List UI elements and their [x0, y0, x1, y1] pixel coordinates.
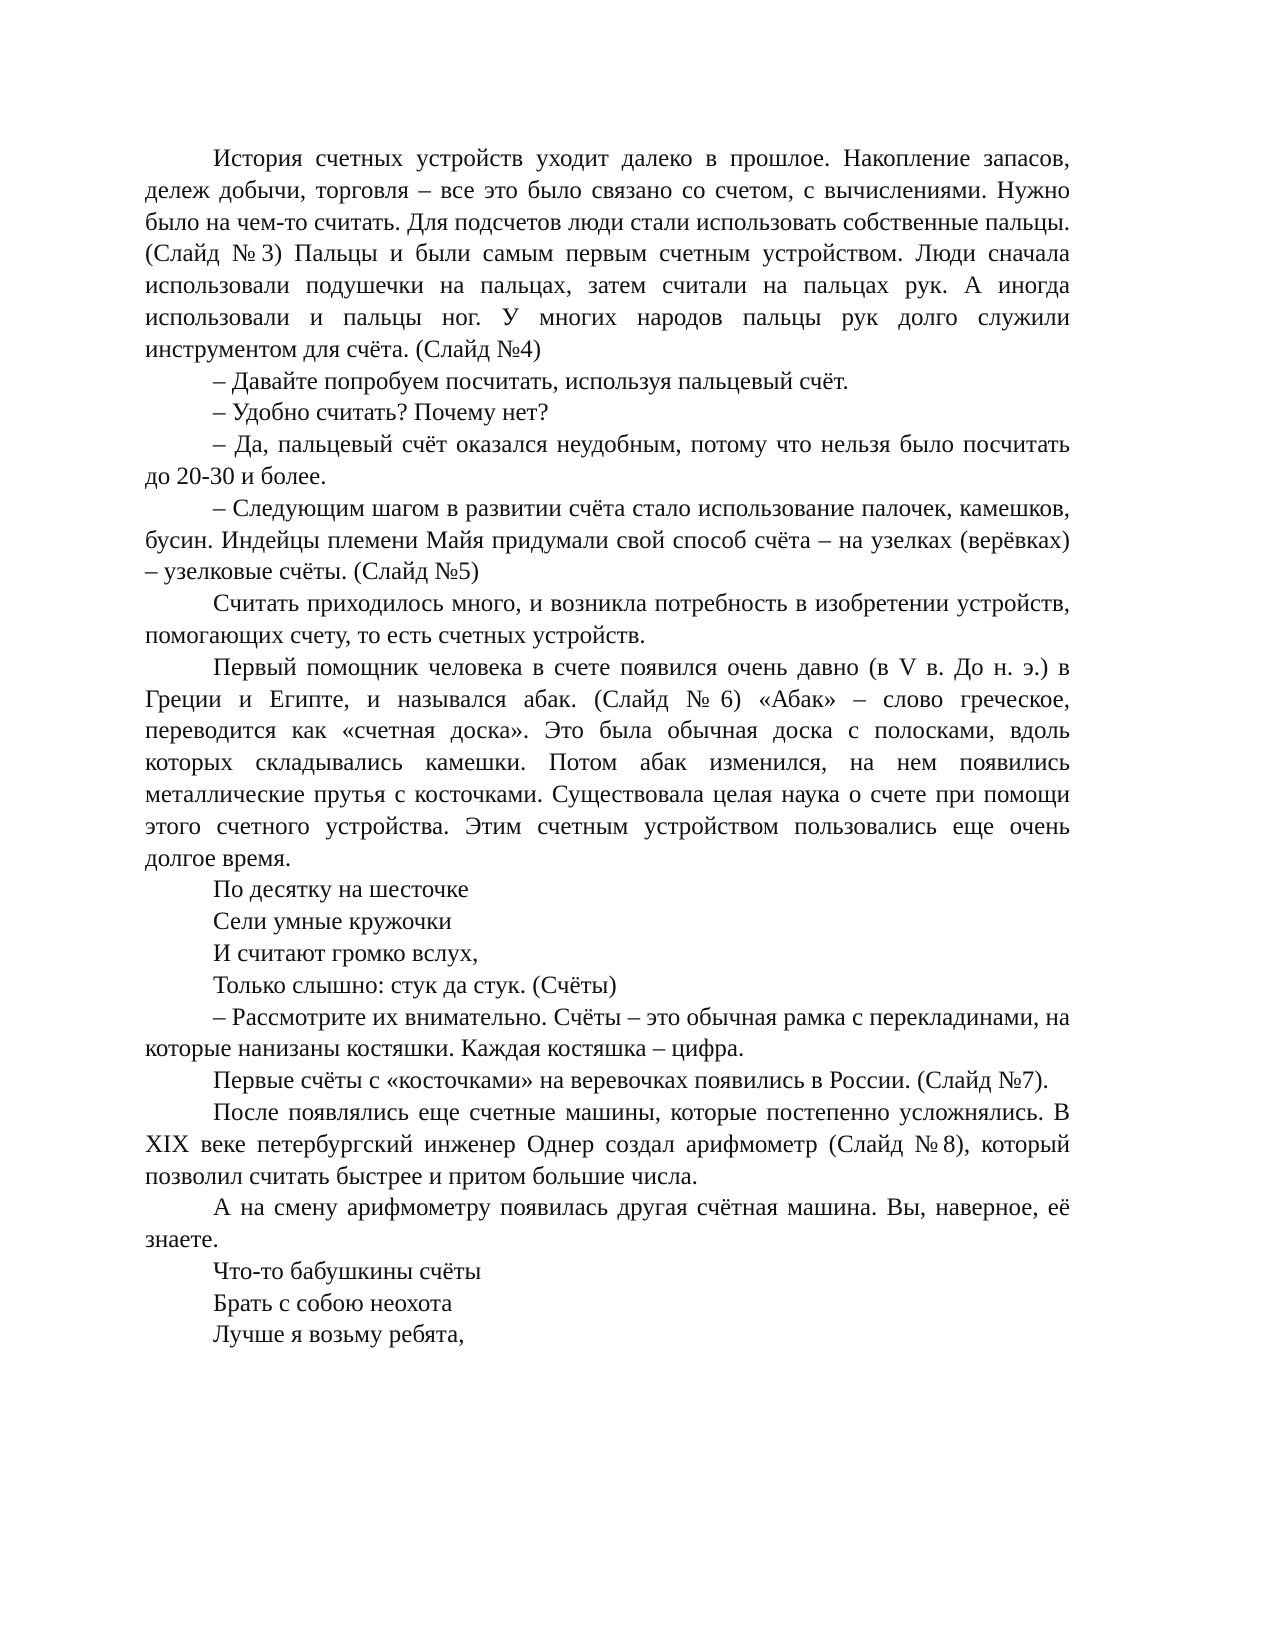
- paragraph-need-devices: Считать приходилось много, и возникла потребность в изобретении устройств, помогающих счету, то есть счетных устройств.: [145, 590, 1070, 649]
- paragraph-arithmometer: После появлялись еще счетные машины, которые постепенно усложнялись. В XIX веке петербургский инженер Однер создал арифмометр (Слайд №8), который позволил считать быстрее и притом большие числа.: [145, 1098, 1070, 1190]
- verse-line: Лучше я возьму ребята,: [213, 1321, 465, 1349]
- paragraph-schety-russia: Первые счёты с «косточками» на веревочках появились в России. (Слайд №7).: [213, 1067, 1049, 1095]
- verse-line: И считают громко вслух,: [213, 939, 479, 967]
- paragraph-next-step: – Следующим шагом в развитии счёта стало использование палочек, камешков, бусин. Индейцы племени Майя придумали свой способ счёта – на узелках (верёвках) – узелковые счёты. (Слайд №5): [145, 494, 1070, 586]
- verse-line: По десятку на шесточке: [213, 876, 469, 904]
- paragraph-new-machine: А на смену арифмометру появилась другая счётная машина. Вы, наверное, её знаете.: [145, 1194, 1070, 1254]
- verse-line: Что-то бабушкины счёты: [213, 1257, 482, 1285]
- verse-line: Только слышно: стук да стук. (Счёты): [213, 971, 617, 999]
- paragraph-history-intro: История счетных устройств уходит далеко в прошлое. Накопление запасов, дележ добычи, торговля – все это было связано со счетом, с вычислениями. Нужно было на чем-то считать. Для подсчетов люди стали использовать собственные пальцы. (Слайд №3) Пальцы и были самым первым счетным устройством. Люди сначала использовали подушечки на пальцах, затем считали на пальцах рук. А иногда использовали и пальцы ног. У многих народов пальцы рук долго служили инструментом для счёта. (Слайд №4): [145, 145, 1070, 363]
- paragraph-dialog-try-counting: – Давайте попробуем посчитать, используя пальцевый счёт.: [213, 367, 849, 395]
- verse-line: Брать с собою неохота: [213, 1289, 453, 1317]
- verse-line: Сели умные кружочки: [213, 908, 452, 936]
- paragraph-schety-description: – Рассмотрите их внимательно. Счёты – это обычная рамка с перекладинами, на которые нанизаны костяшки. Каждая костяшка – цифра.: [145, 1003, 1070, 1063]
- document-page: [145, 143, 1070, 1351]
- paragraph-dialog-question: – Удобно считать? Почему нет?: [213, 399, 549, 427]
- paragraph-abacus: Первый помощник человека в счете появился очень давно (в V в. До н. э.) в Греции и Египте, и назывался абак. (Слайд №6) «Абак» – слово греческое, переводится как «счетная доска». Это была обычная доска с полосками, вдоль которых складывались камешки. Потом абак изменился, на нем появились металлические прутья с косточками. Существовала целая наука о счете при помощи этого счетного устройства. Этим счетным устройством пользовались еще очень долгое время.: [145, 653, 1070, 872]
- paragraph-dialog-answer: – Да, пальцевый счёт оказался неудобным, потому что нельзя было посчитать до 20-30 и более.: [145, 431, 1070, 490]
